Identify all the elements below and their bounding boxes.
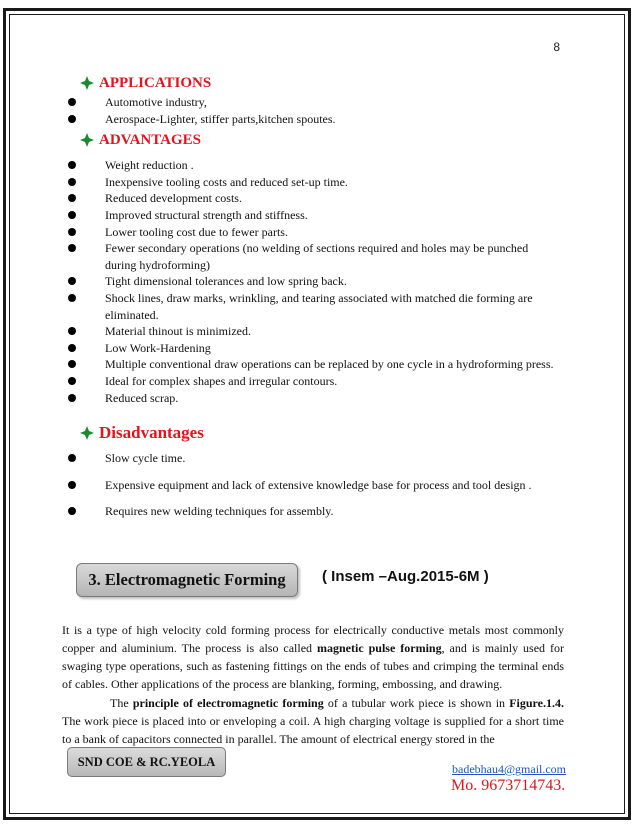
advantages-heading [80,129,562,151]
bullet-dot-icon [68,454,76,462]
bullet-dot-icon [68,244,76,252]
para2-text-1: The [110,696,133,710]
list-item-text: Requires new welding techniques for assembly. [105,504,334,519]
list-item [62,340,562,357]
bullet-dot-icon [68,344,76,352]
list-item [62,373,562,390]
bullet-dot-icon [68,194,76,202]
bullet-dot-icon [68,377,76,385]
para1-bold-term: magnetic pulse forming [317,641,442,655]
main-content [62,72,562,530]
list-item-text: Tight dimensional tolerances and low spring back. [105,274,347,289]
footer-email-link[interactable]: badebhau4@gmail.com [452,762,567,776]
list-item-text: Fewer secondary operations (no welding of sections required and holes may be punched during hydroforming) [105,241,529,272]
section-3-title: 3. Electromagnetic Forming [88,570,286,589]
list-item [62,477,562,494]
list-item [62,273,562,290]
list-item-text: Automotive industry, [105,95,207,109]
list-item-text: Reduced development costs. [105,191,242,206]
list-item-text: Reduced scrap. [105,390,179,405]
bullet-dot-icon [68,98,76,106]
applications-heading-text: APPLICATIONS [99,74,212,91]
list-item [62,94,562,111]
list-item [62,356,562,373]
paragraph-principle [62,694,564,748]
para2-text-3: The work piece is placed into or enveloping a coil. A high charging voltage is supplied for a short time to a bank of capacitors connected in parallel. The amount of electrical energy stored in the [62,714,564,746]
list-item-text: Lower tooling cost due to fewer parts. [105,224,288,239]
list-item-text: Inexpensive tooling costs and reduced set-up time. [105,174,348,189]
list-item-text: Weight reduction . [105,158,194,173]
list-item [62,290,562,323]
footer-phone: Mo. 9673714743. [451,777,566,794]
bullet-dot-icon [68,327,76,335]
list-item-text: Slow cycle time. [105,451,186,466]
list-item-text: Shock lines, draw marks, wrinkling, and tearing associated with matched die forming are eliminated. [105,290,533,322]
list-item [62,323,562,340]
list-item [62,157,562,174]
diamond-bullet-icon [80,76,94,90]
para2-figure-ref: Figure.1.4. [509,696,564,710]
insem-reference: ( Insem –Aug.2015-6M ) [322,568,489,585]
footer-college: SND COE & RC.YEOLA [77,754,216,769]
list-item [62,111,562,128]
bullet-dot-icon [68,507,76,515]
bullet-dot-icon [68,228,76,236]
bullet-dot-icon [68,481,76,489]
list-item [62,240,562,273]
bullet-dot-icon [68,115,76,123]
list-item-text: Material thinout is minimized. [105,324,251,339]
list-item [62,450,562,467]
bullet-dot-icon [68,277,76,285]
disadvantages-list [62,450,562,520]
bullet-dot-icon [68,211,76,219]
applications-list [62,94,562,127]
disadvantages-heading [80,422,562,444]
list-item-text: Multiple conventional draw operations can be replaced by one cycle in a hydroforming press. [105,357,554,372]
section-3-title-box [76,563,298,597]
list-item-text: Ideal for complex shapes and irregular contours. [105,373,338,388]
list-item [62,224,562,241]
list-item [62,207,562,224]
list-item-text: Low Work-Hardening [105,340,211,355]
bullet-dot-icon [68,161,76,169]
para1-text-1: It is a type of high velocity cold forming process for electrically conductive metals most commonly copper and aluminium. The process is also called [62,623,564,655]
bullet-dot-icon [68,394,76,402]
list-item [62,174,562,191]
applications-heading [80,72,562,94]
advantages-list [62,157,562,406]
para2-text-2: of a tubular work piece is shown in [323,696,510,710]
disadvantages-heading-text: Disadvantages [99,423,204,443]
bullet-dot-icon [68,360,76,368]
list-item-text: Aerospace-Lighter, stiffer parts,kitchen spoutes. [105,111,336,126]
bullet-dot-icon [68,294,76,302]
bullet-dot-icon [68,178,76,186]
advantages-heading-text: ADVANTAGES [99,131,201,148]
paragraph-intro [62,621,564,693]
footer-college-box [67,747,226,777]
list-item-text: Improved structural strength and stiffness. [105,207,308,222]
para2-bold-term: principle of electromagnetic forming [132,696,324,710]
list-item [62,390,562,407]
page-number: 8 [553,40,560,54]
list-item [62,190,562,207]
para1-text-2: , and is mainly used for swaging type operations, such as fastening fittings on the ends of tubes and crimping the terminal ends of cables. Other applications of the process are blanking, forming, embossing, and drawing. [62,641,564,691]
list-item-text: Expensive equipment and lack of extensive knowledge base for process and tool design . [105,477,532,492]
list-item [62,503,562,520]
diamond-bullet-icon [80,426,94,440]
diamond-bullet-icon [80,133,94,147]
